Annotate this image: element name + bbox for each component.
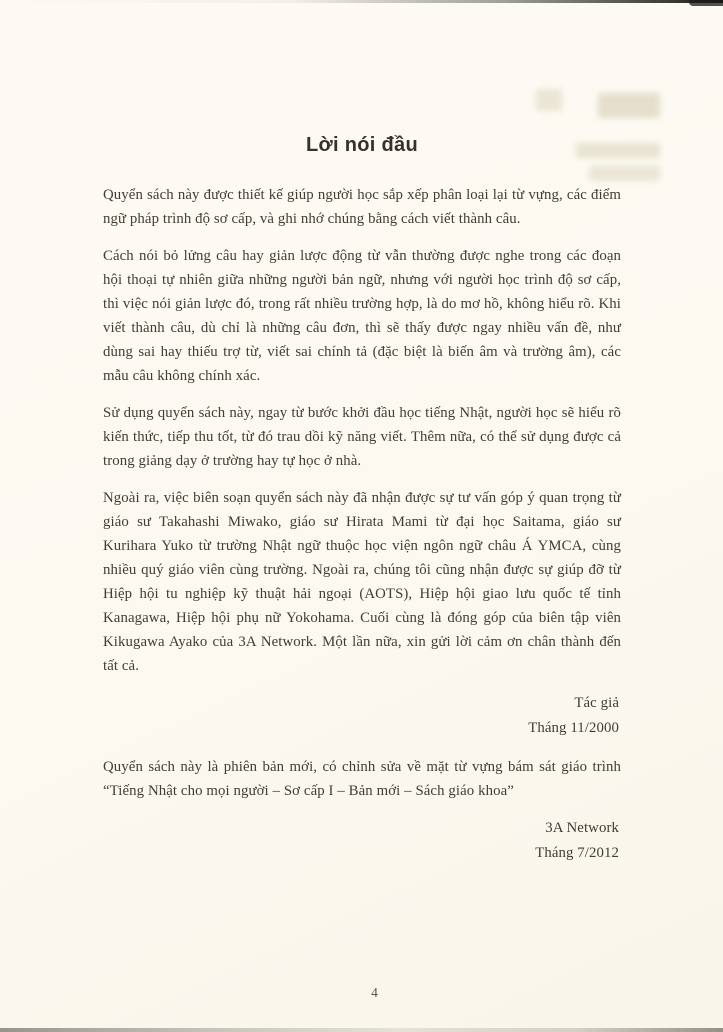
paragraph-acknowledgements: Ngoài ra, việc biên soạn quyển sách này đã nhận được sự tư vấn góp ý quan trọng từ giáo sư Takahashi Miwako, giáo sư Hirata Mami từ đại học Saitama, giáo sư Kurihara Yuko từ trường Nhật ngữ thuộc học viện ngôn ngữ châu Á YMCA, cùng nhiều quý giáo viên cùng trường. Ngoài ra, chúng tôi cũng nhận được sự giúp đỡ từ Hiệp hội tu nghiệp kỹ thuật hải ngoại (AOTS), Hiệp hội giao lưu quốc tế tỉnh Kanagawa, Hiệp hội phụ nữ Yokohama. Cuối cùng là đóng góp của biên tập viên Kikugawa Ayako của 3A Network. Một lần nữa, xin gửi lời cảm ơn chân thành đến tất cả. bbox=[103, 490, 621, 674]
signature-publisher: 3A Network bbox=[545, 820, 619, 836]
paragraph-edition-note: Quyển sách này là phiên bản mới, có chỉnh sửa về mặt từ vựng bám sát giáo trình “Tiếng Nhật cho mọi người – Sơ cấp I – Bản mới – Sách giáo khoa” bbox=[103, 759, 621, 799]
page-title: Lời nói đầu bbox=[306, 134, 418, 156]
paragraph-intro: Quyển sách này được thiết kế giúp người học sắp xếp phân loại lại từ vựng, các điểm ngữ pháp trình độ sơ cấp, và ghi nhớ chúng bằng cách viết thành câu. bbox=[103, 187, 621, 227]
paragraph-benefit: Sử dụng quyển sách này, ngay từ bước khởi đầu học tiếng Nhật, người học sẽ hiểu rõ kiến thức, tiếp thu tốt, từ đó trau dồi kỹ năng viết. Thêm nữa, có thể sử dụng được cả trong giảng dạy ở trường hay tự học ở nhà. bbox=[103, 405, 621, 469]
signature-author-date: Tháng 11/2000 bbox=[528, 720, 619, 736]
preface-content bbox=[103, 133, 621, 880]
signature-author-block bbox=[103, 691, 619, 741]
bleedthrough-artifact bbox=[598, 93, 660, 118]
signature-publisher-date: Tháng 7/2012 bbox=[535, 845, 619, 861]
scan-edge-top-right-corner bbox=[689, 0, 723, 6]
paragraph-problem: Cách nói bỏ lửng câu hay giản lược động từ vẫn thường được nghe trong các đoạn hội thoại tự nhiên giữa những người bản ngữ, nhưng với người học trình độ sơ cấp, thì việc nói giản lược đó, trong rất nhiều trường hợp, là do mơ hồ, không hiểu rõ. Khi viết thành câu, dù chỉ là những câu đơn, thì sẽ thấy được ngay nhiều vấn đề, như dùng sai hay thiếu trợ từ, viết sai chính tả (đặc biệt là biến âm và trường âm), các mẫu câu không chính xác. bbox=[103, 248, 621, 384]
bleedthrough-artifact bbox=[536, 89, 562, 111]
signature-author: Tác giả bbox=[574, 695, 619, 711]
page-number: 4 bbox=[371, 985, 378, 1000]
scan-edge-bottom bbox=[0, 1028, 723, 1032]
signature-publisher-block bbox=[103, 816, 619, 866]
scan-edge-top bbox=[0, 0, 723, 3]
